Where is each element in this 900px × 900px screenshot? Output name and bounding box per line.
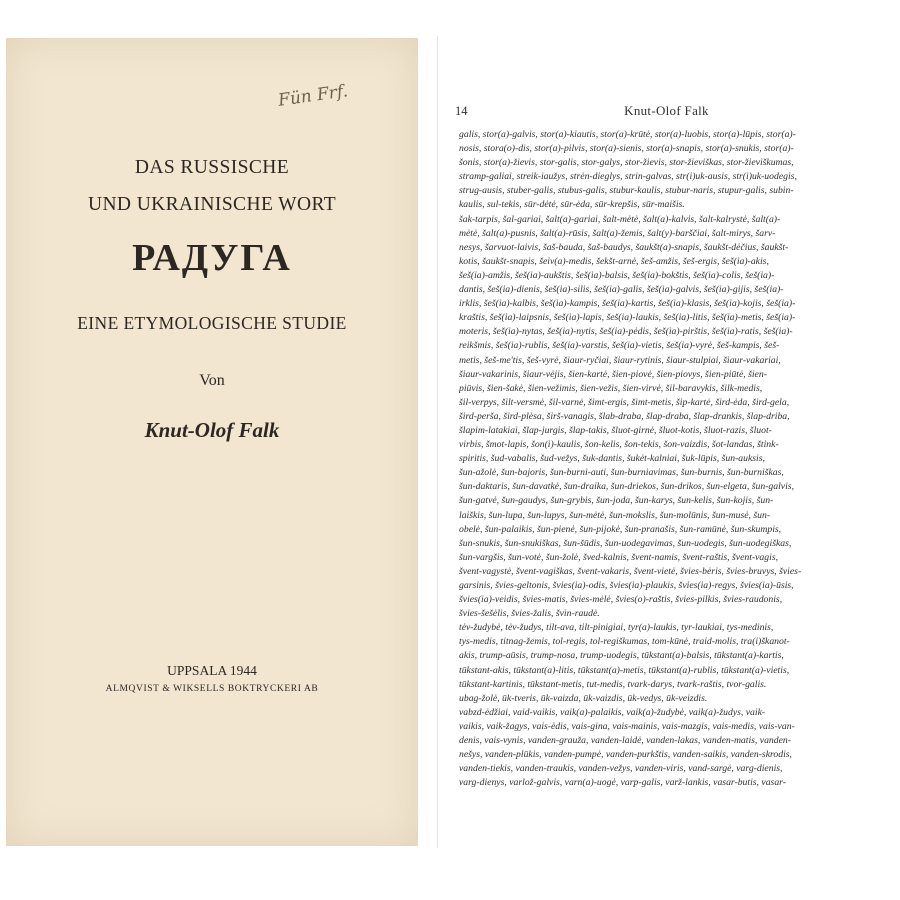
text-line: vaikis, vaik-žagys, vais-ėdis, vais-gina, vais-mainis, vais-mazgis, vais-medis, vais-van-	[459, 720, 795, 732]
text-line: šlapim-latakiai, šlap-jurgis, šlap-takis, šluot-girnė, šluot-kotis, šluot-razis, šluot-	[459, 424, 772, 436]
cover-by-label: Von	[199, 372, 225, 389]
text-line: šonis, stor(a)-žievis, stor-galis, stor-galys, stor-žievis, stor-žieviškas, stor-žieviškumas,	[459, 157, 794, 169]
book-cover	[6, 38, 418, 846]
page-body-text	[459, 128, 877, 790]
text-line: obelė, šun-palaikis, šun-pienė, šun-pijokė, šun-pranašis, šun-ramūnė, šun-skumpis,	[459, 523, 782, 535]
cover-author: Knut-Olof Falk	[144, 418, 280, 442]
text-line: nesys, šarvuot-laivis, šaš-bauda, šaš-baudys, šaukšt(a)-snapis, šaukšt-dėčius, šaukšt-	[459, 241, 789, 253]
text-line: tūkstant-akis, tūkstant(a)-litis, tūkstant(a)-metis, tūkstant(a)-rublis, tūkstant(a)-vietis,	[459, 664, 790, 676]
text-line: garsinis, švies-geltonis, švies(ia)-odis, švies(ia)-plaukis, švies(ia)-regys, švies(ia)-ūsis,	[459, 580, 794, 591]
text-line: šun-vargšis, šun-votė, šun-žolė, šved-kalnis, švent-namis, švent-raštis, švent-vagis,	[459, 551, 779, 563]
text-line: tėv-žudybė, tėv-žudys, tilt-ava, tilt-pinigiai, tyr(a)-laukis, tyr-laukiai, tys-medinis,	[459, 622, 774, 634]
text-line: ubag-žolė, ūk-tveris, ūk-vaizda, ūk-vaizdis, ūk-vedys, ūk-veizdis.	[459, 692, 708, 704]
text-line: piūvis, šien-šakė, šien-vežimis, šien-vežis, šien-virvė, šil-baravykis, šilk-medis,	[459, 382, 763, 394]
text-line: tys-medis, titnag-žemis, tol-regis, tol-regiškumas, tom-kūnė, traid-molis, tra(i)škanot-	[459, 636, 790, 648]
text-line: irklis, šeš(ia)-kalbis, šeš(ia)-kampis, šeš(ia)-kartis, šeš(ia)-klasis, šeš(ia)-kojis, šeš(ia)-	[459, 298, 796, 310]
text-line: šiaur-vakarinis, šiaur-vėjis, šien-kartė, šien-piovė, šien-piovys, šien-piūtė, šien-	[459, 368, 767, 380]
text-line: šil-verpys, šilt-versmė, šil-varnė, šimt-ergis, šimt-metis, šip-kartė, šird-ėda, šird-gela,	[459, 396, 790, 408]
text-line: denis, vais-vynis, vanden-grauža, vanden-laidė, vanden-lakas, vanden-matis, vanden-	[459, 735, 791, 747]
cover-russian-word: РАДУГА	[132, 237, 292, 279]
text-line: šun-ažolė, šun-bajoris, šun-burni-auti, šun-burniavimas, šun-burnis, šun-burniškas,	[459, 467, 784, 479]
text-line: laiškis, šun-lupa, šun-lupys, šun-mėtė, šun-mokslis, šun-molūnis, šun-musė, šun-	[459, 509, 771, 521]
text-line: vabzd-ėdžiai, vaid-vaikis, vaik(a)-palaikis, vaik(a)-žudybė, vaik(a)-žudys, vaik-	[459, 706, 766, 718]
text-line: šun-gatvė, šun-gaudys, šun-grybis, šun-joda, šun-karys, šun-kelis, šun-kojis, šun-	[459, 495, 774, 507]
text-line: moteris, šeš(ia)-nytas, šeš(ia)-nytis, šeš(ia)-pėdis, šeš(ia)-pirštis, šeš(ia)-ratis, šeš(ia)-	[459, 326, 793, 338]
text-line: šun-daktaris, šun-davatkė, šun-draika, šun-driekos, šun-drikos, šun-elgeta, šun-galvis,	[459, 481, 794, 493]
text-line: šird-perša, šird-plėsa, širš-vanagis, šlab-draba, šlap-draba, šlap-drankis, šlap-driba,	[459, 410, 790, 422]
text-line: vanden-tiekis, vanden-traukis, vanden-vežys, vanden-viris, vand-sargė, varg-dienis,	[459, 763, 783, 775]
text-line: šak-tarpis, šal-gariai, šalt(a)-gariai, šalt-mėtė, šalt(a)-kalvis, šalt-kalrystė, šalt(a)-	[459, 213, 781, 225]
text-line: dantis, šeš(ia)-dienis, šeš(ia)-silis, šeš(ia)-galis, šeš(ia)-galvis, šeš(ia)-gijis, šeš(ia)-	[459, 284, 784, 296]
text-line: varg-dienys, varlož-galvis, varn(a)-uogė, varp-galis, varž-lankis, vasar-butis, vasar-	[459, 777, 786, 789]
text-line: strug-ausis, stuber-galis, stubus-galis, stubur-kaulis, stubur-naris, stupur-galis, subin-	[459, 185, 794, 197]
text-line: akis, trump-aūsis, trump-nosa, trump-uodegis, tūkstant(a)-balsis, tūkstant(a)-kartis,	[459, 650, 784, 662]
running-head: Knut-Olof Falk	[624, 103, 709, 118]
cover-printer: ALMQVIST & WIKSELLS BOKTRYCKERI AB	[105, 684, 319, 694]
text-line: kaulis, sul-tekis, sūr-dėtė, sūr-ėda, sūr-krepšis, sūr-maišis.	[459, 199, 685, 211]
text-page	[437, 36, 895, 848]
text-line: šeš(ia)-amžis, šeš(ia)-aukštis, šeš(ia)-balsis, šeš(ia)-bokštis, šeš(ia)-colis, šeš(ia)-	[459, 269, 775, 281]
cover-title-line-2: UND UKRAINISCHE WORT	[87, 194, 337, 215]
page-number: 14	[455, 104, 468, 118]
text-line: metis, šeš-me'tis, šeš-vyrė, šiaur-ryčiai, šiaur-rytinis, šiaur-stulpiai, šiaur-vakariai,	[459, 354, 781, 366]
text-line: tūkstant-kartinis, tūkstant-metis, tut-medis, tvark-darys, tvark-raštis, tvor-galis.	[459, 678, 767, 690]
text-line: švies-šešėlis, švies-žalis, švin-raudė.	[459, 608, 600, 620]
cover-place-year: UPPSALA 1944	[167, 663, 257, 678]
text-line: stramp-galiai, streik-iaužys, strėn-dieglys, strin-galvas, str(i)uk-ausis, str(i)uk-uodegis,	[459, 171, 797, 183]
text-line: reikšmis, šeš(ia)-rublis, šeš(ia)-varstis, šeš(ia)-vietis, šeš(ia)-vyrė, šeš-kampis, šeš-	[459, 340, 780, 352]
text-line: šun-snukis, šun-snukiškas, šun-šūdis, šun-uodegavimas, šun-uodegis, šun-uodegiškas,	[459, 537, 792, 549]
cover-title-line-1: DAS RUSSISCHE	[134, 157, 290, 178]
text-line: kraštis, šeš(ia)-laipsnis, šeš(ia)-lapis, šeš(ia)-laukis, šeš(ia)-litis, šeš(ia)-metis, šeš(ia)-	[459, 312, 796, 324]
text-line: nosis, stora(o)-dis, stor(a)-pilvis, stor(a)-sienis, stor(a)-snapis, stor(a)-snukis, stor(a)-	[459, 143, 794, 155]
text-line: švent-vagystė, švent-vagiškas, švent-vakaris, švent-vietė, švies-bėris, švies-bruvys, švies-	[459, 565, 802, 577]
text-line: virbis, šmot-lapis, šon(i)-kaulis, šon-kelis, šon-tekis, šon-vaizdis, šot-landas, štink-	[459, 439, 779, 451]
cover-subtitle: EINE ETYMOLOGISCHE STUDIE	[77, 313, 347, 333]
text-line: švies(ia)-veidis, švies-matis, švies-mėlė, švies(o)-raštis, švies-pilkis, švies-raudonis,	[459, 594, 783, 606]
text-line: kotis, šaukšt-snapis, šeiv(a)-medis, šekšt-arnė, šeš-amžis, šeš-ergis, šeš(ia)-akis,	[459, 255, 769, 267]
text-line: nešys, vanden-plūkis, vanden-pumpė, vanden-purkštis, vanden-saikis, vanden-skrodis,	[459, 749, 792, 761]
text-line: galis, stor(a)-galvis, stor(a)-kiautis, stor(a)-krūtė, stor(a)-luobis, stor(a)-lūpis, stor(a)-	[459, 129, 796, 140]
text-line: mėtė, šalt(a)-pusnis, šalt(a)-rūsis, šalt(a)-žemis, šalt(y)-barščiai, šalt-mirys, šarv-	[459, 227, 776, 239]
handwritten-inscription: Fün Frf.	[276, 81, 350, 111]
text-line: spiritis, šud-vabalis, šud-vežys, šuk-dantis, šukėt-kalniai, šuk-lūpis, šun-auksis,	[459, 453, 765, 465]
